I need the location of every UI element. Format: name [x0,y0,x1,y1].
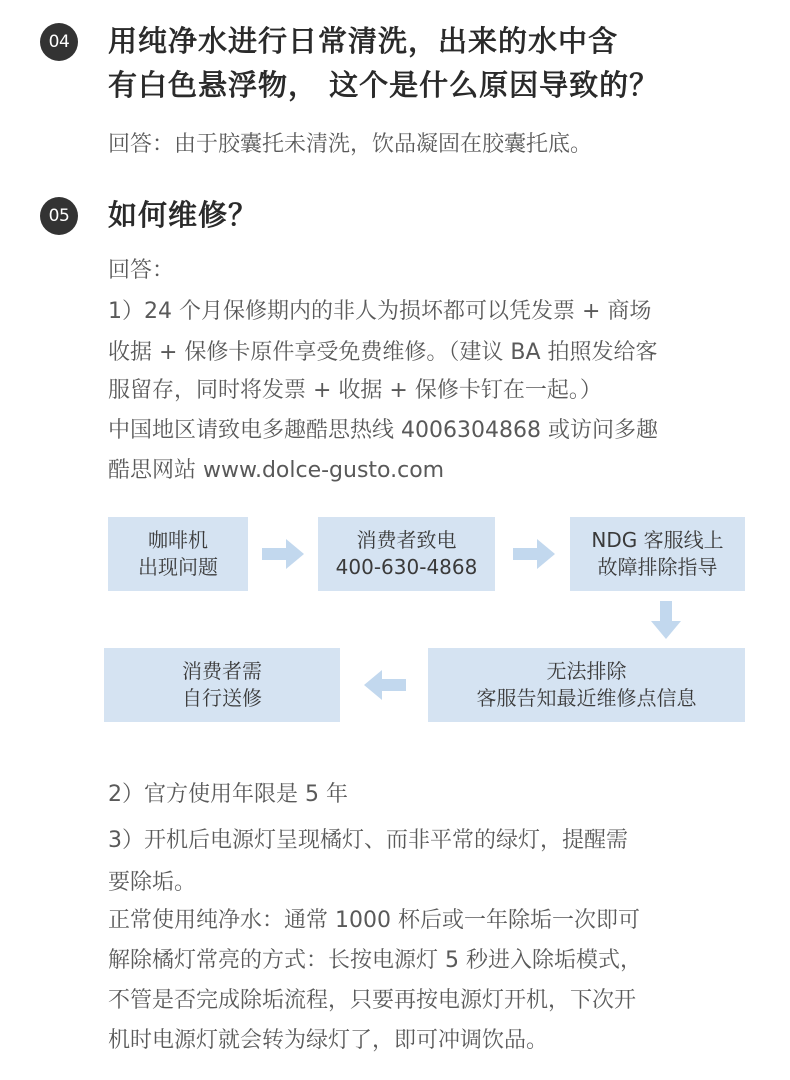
arrow-right-icon [262,539,304,569]
flow-step-self-send [104,648,340,722]
flow-step-text: 400-630-4868 [335,555,478,579]
arrow-left-icon [364,670,406,700]
answer-paragraph-line: 1）24 个月保修期内的非人为损坏都可以凭发票 + 商场 [108,299,652,324]
arrow-right-icon [513,539,555,569]
flow-step-text: 故障排除指导 [597,555,718,579]
flow-step-text: 咖啡机 [148,528,208,552]
answer-paragraph-line: 解除橘灯常亮的方式：长按电源灯 5 秒进入除垢模式， [108,948,642,973]
flow-step-text: 消费者需 [182,659,262,683]
flow-step-online-guidance [570,517,745,591]
flow-step-text: 自行送修 [182,686,262,710]
flow-step-text: 客服告知最近维修点信息 [476,686,697,710]
answer-paragraph-line: 正常使用纯净水：通常 1000 杯后或一年除垢一次即可 [108,908,640,933]
flow-step-text: 出现问题 [138,555,218,579]
flow-step-text: 无法排除 [546,659,627,683]
flow-step-problem [108,517,248,591]
answer-label: 回答： [108,258,175,283]
flow-step-text: 消费者致电 [356,528,457,552]
answer-paragraph-line: 机时电源灯就会转为绿灯了，即可冲调饮品。 [108,1028,549,1053]
answer-paragraph-line: 要除垢。 [108,870,197,895]
question-title: 如何维修？ [108,198,259,232]
answer-paragraph-line: 收据 + 保修卡原件享受免费维修。（建议 BA 拍照发给客 [108,340,658,365]
question-number-badge: 04 [40,23,78,61]
flow-step-call [318,517,495,591]
answer-paragraph-line: 中国地区请致电多趣酷思热线 4006304868 或访问多趣 [108,418,658,443]
question-title-line: 用纯净水进行日常清洗，出来的水中含 [108,24,619,58]
question-number-badge: 05 [40,197,78,235]
answer-text: 回答：由于胶囊托未清洗，饮品凝固在胶囊托底。 [108,132,593,157]
question-title-line: 有白色悬浮物， 这个是什么原因导致的？ [108,68,660,102]
answer-paragraph-line: 2）官方使用年限是 5 年 [108,782,348,807]
answer-paragraph-line: 3）开机后电源灯呈现橘灯、而非平常的绿灯，提醒需 [108,828,628,853]
answer-paragraph-line: 酷思网站 www.dolce-gusto.com [108,458,445,483]
answer-paragraph-line: 服留存，同时将发票 + 收据 + 保修卡钉在一起。） [108,378,602,403]
answer-paragraph-line: 不管是否完成除垢流程，只要再按电源灯开机，下次开 [108,988,637,1013]
flow-step-repair-info [428,648,745,722]
flow-step-text: NDG 客服线上 [591,528,724,552]
arrow-down-icon [651,601,681,639]
